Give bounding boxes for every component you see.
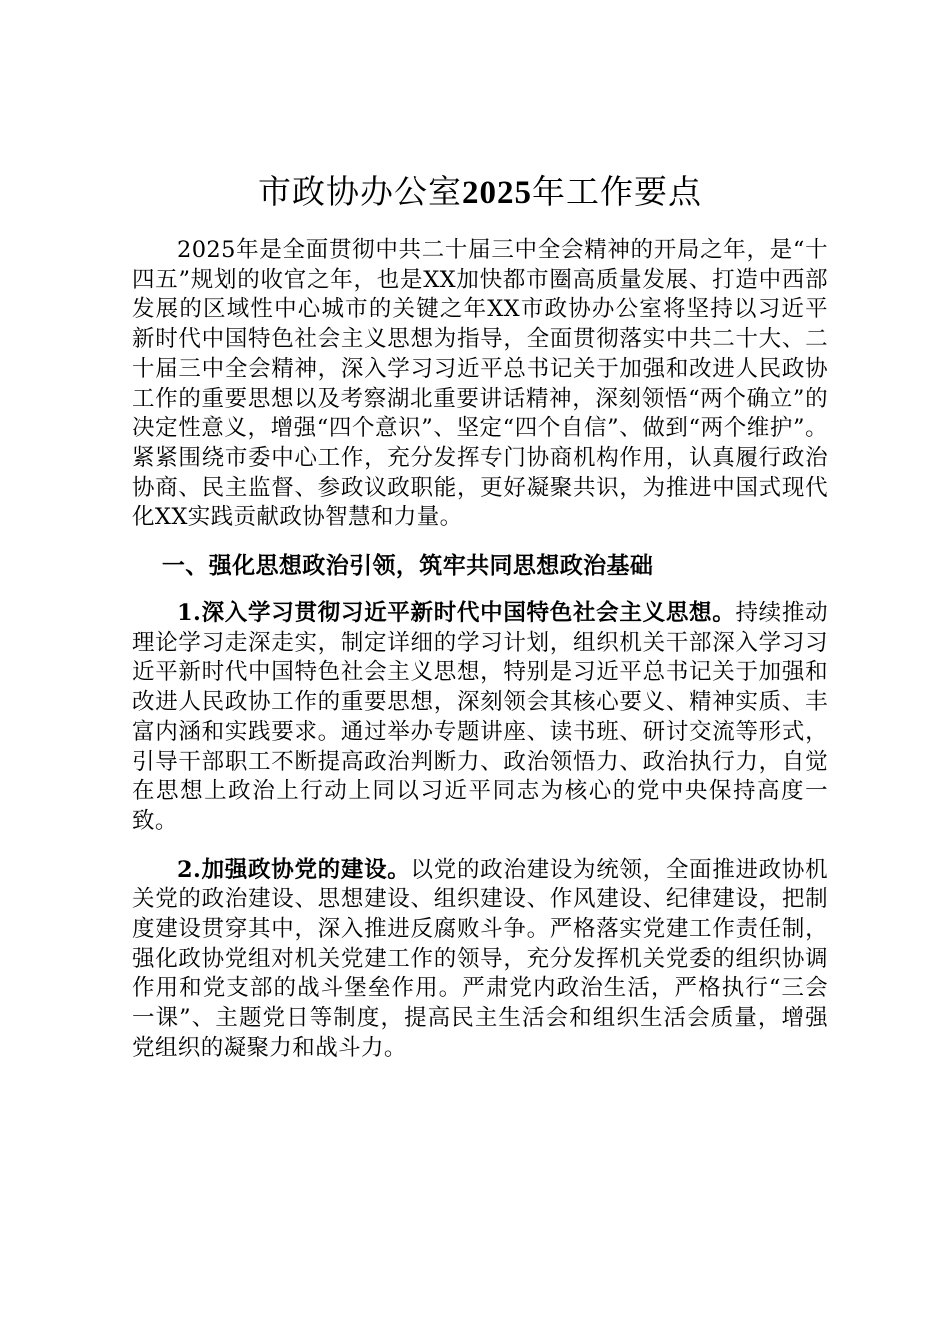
document-title	[132, 164, 828, 220]
title-year: 2025	[462, 175, 532, 211]
list-item	[132, 599, 828, 837]
list-item	[132, 856, 828, 1064]
item-body: 持续推动理论学习走深走实，制定详细的学习计划，组织机关干部深入学习习近平新时代中国特色社会主义思想，特别是习近平总书记关于加强和改进人民政协工作的重要思想，深刻领会其核心要义、精神实质、丰富内涵和实践要求。通过举办专题讲座、读书班、研讨交流等形式，引导干部职工不断提高政治判断力、政治领悟力、政治执行力，自觉在思想上政治上行动上同以习近平同志为核心的党中央保持高度一致。	[132, 600, 828, 834]
item-title: 2.加强政协党的建设。	[177, 856, 411, 883]
section-heading-1: 一、强化思想政治引领，筑牢共同思想政治基础	[161, 552, 654, 580]
item-title: 1.深入学习贯彻习近平新时代中国特色社会主义思想。	[177, 600, 736, 627]
title-suffix: 年工作要点	[532, 172, 702, 211]
item-body: 以党的政治建设为统领，全面推进政协机关党的政治建设、思想建设、组织建设、作风建设、纪律建设，把制度建设贯穿其中，深入推进反腐败斗争。严格落实党建工作责任制，强化政协党组对机关党建工作的领导，充分发挥机关党委的组织协调作用和党支部的战斗堡垒作用。严肃党内政治生活，严格执行“三会一课”、主题党日等制度，提高民主生活会和组织生活会质量，增强党组织的凝聚力和战斗力。	[132, 856, 829, 1061]
document-body	[132, 164, 828, 1083]
title-prefix: 市政协办公室	[258, 172, 462, 211]
intro-paragraph: 2025年是全面贯彻中共二十届三中全会精神的开局之年，是“十四五”规划的收官之年，也是XX加快都市圈高质量发展、打造中西部发展的区域性中心城市的关键之年XX市政协办公室将坚持以习近平新时代中国特色社会主义思想为指导，全面贯彻落实中共二十大、二十届三中全会精神，深入学习习近平总书记关于加强和改进人民政协工作的重要思想以及考察湖北重要讲话精神，深刻领悟“两个确立”的决定性意义，增强“四个意识”、坚定“四个自信”、做到“两个维护”。紧紧围绕市委中心工作，充分发挥专门协商机构作用，认真履行政治协商、民主监督、参政议政职能，更好凝聚共识，为推进中国式现代化XX实践贡献政协智慧和力量。	[132, 237, 828, 531]
